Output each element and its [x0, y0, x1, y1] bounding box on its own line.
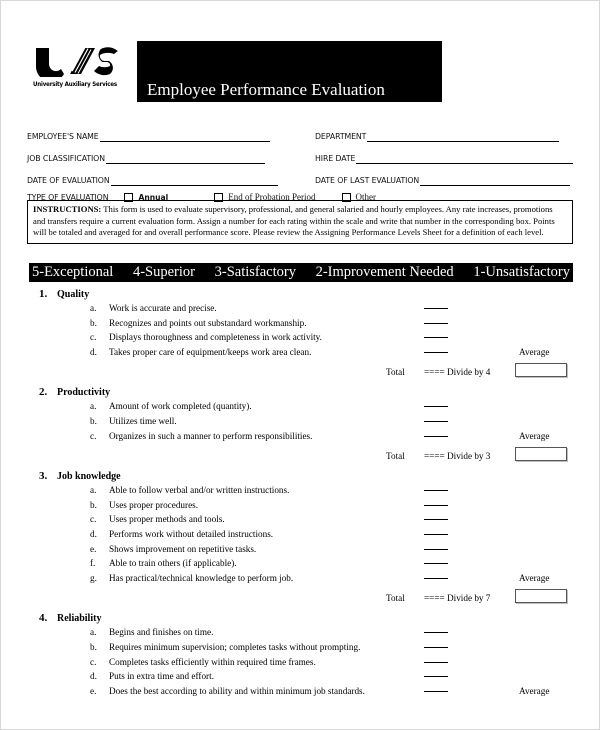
- employee-name-input[interactable]: [100, 132, 270, 142]
- job-classification-field[interactable]: [27, 154, 315, 164]
- criteria-text: Begins and finishes on time.: [109, 627, 214, 638]
- average-label: Average: [519, 346, 550, 357]
- criteria-score-input[interactable]: [424, 308, 448, 309]
- section-title: Productivity: [57, 387, 111, 399]
- department-label: DEPARTMENT: [315, 132, 367, 141]
- criteria-row: [27, 483, 575, 498]
- criteria-text: Performs work without detailed instructions.: [109, 528, 274, 539]
- form-fields: [27, 120, 573, 208]
- date-of-last-evaluation-label: DATE OF LAST EVALUATION: [315, 176, 420, 185]
- rating-scale-1: 1-Unsatisfactory: [473, 264, 570, 280]
- criteria-text: Puts in extra time and effort.: [109, 671, 214, 682]
- job-classification-label: JOB CLASSIFICATION: [27, 154, 105, 163]
- criteria-row: [27, 684, 575, 699]
- total-label: Total: [386, 593, 405, 604]
- criteria-letter: b.: [90, 415, 97, 426]
- date-of-evaluation-field[interactable]: [27, 176, 315, 186]
- criteria-score-input[interactable]: [424, 505, 448, 506]
- criteria-row: [27, 669, 575, 684]
- criteria-letter: b.: [90, 499, 97, 510]
- criteria-text: Uses proper methods and tools.: [109, 514, 225, 525]
- criteria-row: [27, 498, 575, 513]
- criteria-letter: b.: [90, 641, 97, 652]
- criteria-text: Recognizes and points out substandard workmanship.: [109, 317, 307, 328]
- section-title: Quality: [57, 289, 90, 300]
- criteria-letter: b.: [90, 317, 97, 328]
- job-classification-input[interactable]: [106, 154, 265, 164]
- criteria-score-input[interactable]: [424, 352, 448, 353]
- criteria-letter: c.: [90, 430, 97, 441]
- criteria-score-input[interactable]: [424, 534, 448, 535]
- field-row-2: [27, 142, 573, 164]
- document-header: [27, 41, 575, 105]
- evaluation-section: [27, 611, 575, 708]
- date-of-evaluation-input[interactable]: [111, 176, 278, 186]
- section-number: 1.: [39, 288, 48, 300]
- criteria-letter: e.: [90, 543, 97, 554]
- instructions-heading: INSTRUCTIONS:: [33, 204, 102, 214]
- divide-label: ==== Divide by 7: [424, 593, 491, 604]
- rating-scale-4: 4-Superior: [132, 264, 195, 280]
- criteria-letter: c.: [90, 514, 97, 525]
- criteria-letter: f.: [90, 558, 96, 569]
- criteria-score-input[interactable]: [424, 337, 448, 338]
- section-heading: [27, 385, 575, 399]
- department-field[interactable]: [315, 132, 573, 142]
- section-heading: [27, 469, 575, 483]
- uas-logo: [27, 45, 123, 88]
- criteria-row: [27, 301, 575, 316]
- criteria-text: Has practical/technical knowledge to perform job.: [109, 572, 294, 583]
- uas-logo-icon: [27, 45, 123, 79]
- total-label: Total: [386, 367, 405, 378]
- criteria-row: [27, 556, 575, 571]
- evaluation-section: [27, 469, 575, 611]
- criteria-score-input[interactable]: [424, 549, 448, 550]
- date-of-evaluation-label: DATE OF EVALUATION: [27, 176, 110, 185]
- criteria-score-input[interactable]: [424, 490, 448, 491]
- criteria-text: Work is accurate and precise.: [109, 303, 217, 313]
- criteria-score-input[interactable]: [424, 691, 448, 692]
- department-input[interactable]: [367, 132, 559, 142]
- criteria-letter: d.: [90, 346, 97, 357]
- criteria-row: [27, 345, 575, 360]
- criteria-row: [27, 571, 575, 586]
- criteria-letter: a.: [90, 401, 97, 412]
- field-row-1: [27, 120, 573, 142]
- criteria-score-input[interactable]: [424, 578, 448, 579]
- criteria-letter: a.: [90, 303, 97, 313]
- criteria-row: [27, 527, 575, 542]
- criteria-row: [27, 429, 575, 444]
- criteria-text: Completes tasks efficiently within required time frames.: [109, 656, 316, 667]
- rating-scale-bar: [29, 263, 573, 282]
- criteria-score-input[interactable]: [424, 406, 448, 407]
- rating-scale-2: 2-Improvement Needed: [315, 264, 454, 280]
- rating-scale-5: 5-Exceptional: [32, 264, 114, 280]
- criteria-text: Able to train others (if applicable).: [109, 558, 237, 569]
- average-label: Average: [519, 572, 550, 583]
- criteria-score-input[interactable]: [424, 436, 448, 437]
- criteria-letter: c.: [90, 332, 97, 343]
- evaluation-section: [27, 287, 575, 385]
- instructions-body: This form is used to evaluate supervisory, professional, and general salaried and hourly employees. Any rate increases, promotions and transfers require a current evaluation form. Assign a number for each rating within the scale and write that number in the corresponding box. Points will be totaled and averaged for and overall performance score. Please review the Assigning Performance Levels Sheet for a definition of each level.: [33, 204, 555, 238]
- section-title: Job knowledge: [57, 471, 121, 483]
- evaluation-section: [27, 385, 575, 469]
- criteria-row: [27, 512, 575, 527]
- instructions-box: [27, 200, 573, 244]
- criteria-text: Requires minimum supervision; completes tasks without prompting.: [109, 641, 361, 652]
- criteria-score-input[interactable]: [424, 323, 448, 324]
- section-average-box[interactable]: [515, 447, 567, 461]
- section-heading: [27, 611, 575, 625]
- section-heading: [27, 287, 575, 301]
- criteria-score-input[interactable]: [424, 662, 448, 663]
- criteria-row: [27, 316, 575, 331]
- page-title: Employee Performance Evaluation: [147, 80, 385, 99]
- criteria-row: [27, 640, 575, 655]
- divide-label: ==== Divide by 4: [424, 367, 491, 378]
- criteria-score-input[interactable]: [424, 519, 448, 520]
- criteria-letter: d.: [90, 671, 97, 682]
- hire-date-input[interactable]: [356, 154, 573, 164]
- total-label: Total: [386, 451, 405, 462]
- criteria-letter: c.: [90, 656, 97, 667]
- section-title: Reliability: [57, 613, 102, 625]
- rating-scale-3: 3-Satisfactory: [214, 264, 296, 280]
- criteria-row: [27, 414, 575, 429]
- criteria-score-input[interactable]: [424, 647, 448, 648]
- hire-date-field[interactable]: [315, 154, 573, 164]
- divide-label: ==== Divide by 3: [424, 451, 491, 462]
- section-number: 4.: [39, 612, 48, 625]
- criteria-letter: e.: [90, 685, 97, 696]
- criteria-text: Organizes in such a manner to perform responsibilities.: [109, 430, 313, 441]
- criteria-row: [27, 399, 575, 414]
- criteria-text: Takes proper care of equipment/keeps work area clean.: [109, 346, 312, 357]
- section-number: 2.: [39, 386, 48, 399]
- criteria-text: Able to follow verbal and/or written instructions.: [109, 485, 290, 496]
- criteria-score-input[interactable]: [424, 563, 448, 564]
- criteria-score-input[interactable]: [424, 421, 448, 422]
- section-average-box[interactable]: [515, 589, 567, 603]
- date-of-last-evaluation-field[interactable]: [315, 176, 573, 186]
- criteria-text: Shows improvement on repetitive tasks.: [109, 543, 257, 554]
- date-of-last-evaluation-input[interactable]: [420, 176, 570, 186]
- employee-name-field[interactable]: [27, 132, 315, 142]
- criteria-row: [27, 655, 575, 670]
- hire-date-label: HIRE DATE: [315, 154, 356, 163]
- criteria-text: Amount of work completed (quantity).: [109, 401, 252, 412]
- section-spacer: [27, 698, 575, 708]
- section-total-row: [27, 585, 575, 611]
- type-of-evaluation-label: TYPE OF EVALUATION: [27, 192, 109, 202]
- section-total-row: [27, 443, 575, 469]
- section-average-box[interactable]: [515, 363, 567, 377]
- criteria-letter: a.: [90, 627, 97, 638]
- uas-logo-subtitle: University Auxiliary Services: [32, 81, 118, 88]
- criteria-score-input[interactable]: [424, 676, 448, 677]
- criteria-text: Utilizes time well.: [109, 415, 177, 426]
- checkbox-annual-label: Annual: [138, 192, 169, 202]
- criteria-text: Uses proper procedures.: [109, 499, 199, 510]
- criteria-row: [27, 625, 575, 640]
- criteria-letter: a.: [90, 485, 97, 496]
- average-label: Average: [519, 430, 550, 441]
- criteria-score-input[interactable]: [424, 632, 448, 633]
- section-number: 3.: [39, 470, 48, 483]
- checkbox-other-label: Other: [355, 192, 377, 202]
- checkbox-probation-label: End of Probation Period: [228, 192, 316, 202]
- criteria-text: Displays thoroughness and completeness in work activity.: [109, 332, 322, 343]
- field-row-3: [27, 164, 573, 186]
- criteria-letter: d.: [90, 528, 97, 539]
- section-total-row: [27, 359, 575, 385]
- title-banner: [137, 41, 442, 102]
- criteria-letter: g.: [90, 572, 97, 583]
- average-label: Average: [519, 685, 550, 696]
- criteria-row: [27, 330, 575, 345]
- evaluation-sections: [27, 287, 575, 708]
- criteria-text: Does the best according to ability and within minimum job standards.: [109, 685, 365, 696]
- criteria-row: [27, 542, 575, 557]
- employee-name-label: EMPLOYEE'S NAME: [27, 132, 99, 141]
